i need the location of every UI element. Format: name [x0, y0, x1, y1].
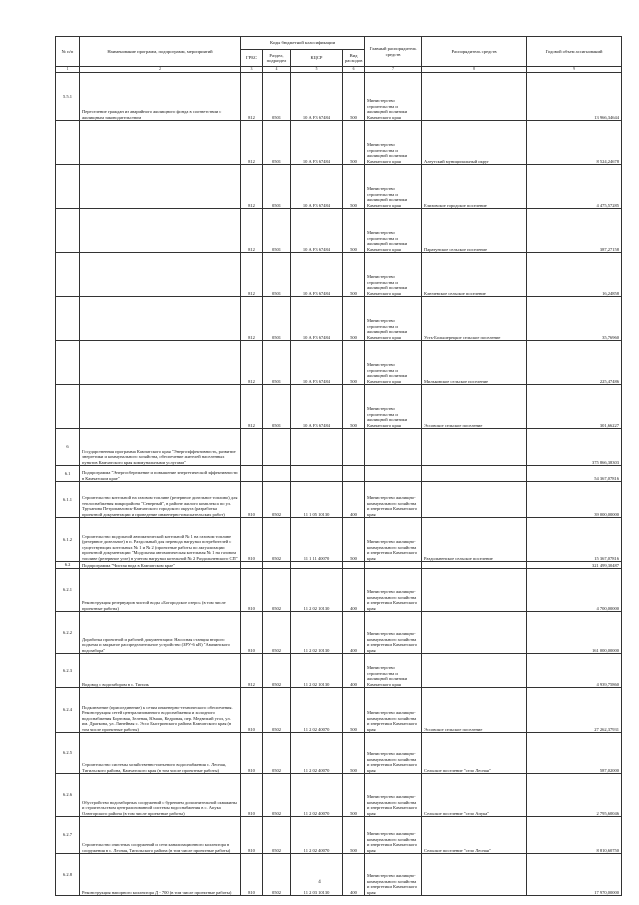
distributor: Сельское поселение "село Апука" [422, 774, 527, 817]
header-index: 3 [241, 67, 263, 73]
header-index: 2 [80, 67, 241, 73]
grbs-code: 812 [241, 341, 263, 385]
grbs-code: 810 [241, 569, 263, 612]
table-row [56, 733, 622, 774]
annual-volume: 587,02000 [527, 733, 622, 774]
vr-code: 500 [343, 518, 365, 562]
distributor: Елизовское городское поселение [422, 165, 527, 209]
razdel-code: 0502 [263, 612, 291, 654]
distributor: Усть-Большерецкое сельское поселение [422, 297, 527, 341]
distributor [422, 654, 527, 688]
measure-name: Государственная программа Камчатского края "Энергоэффективность, развитие энергетики и коммунального хозяйства, обеспечение жителей населенных пунктов Камчатского края коммунальными услугами" [80, 429, 241, 466]
header-vr: Вид расходов [343, 50, 365, 67]
ksr-code: 10 А F3 67484 [291, 209, 343, 253]
ksr-code: 10 А F3 67484 [291, 297, 343, 341]
vr-code: 500 [343, 385, 365, 429]
row-number [56, 165, 80, 209]
annual-volume: 4 475,57285 [527, 165, 622, 209]
main-distributor: Министерство жилищно-коммунального хозяйства и энергетики Камчатского края [365, 688, 422, 733]
header-codes: Коды бюджетной классификации [241, 37, 365, 50]
table-row [56, 654, 622, 688]
vr-code: 400 [343, 854, 365, 896]
measure-name [80, 385, 241, 429]
row-number: 6.2.2 [56, 612, 80, 654]
ksr-code [291, 429, 343, 466]
row-number: 6.1.1 [56, 482, 80, 518]
header-ksr: КЦСР [291, 50, 343, 67]
header-razdel: Раздел, подраздел [263, 50, 291, 67]
grbs-code [241, 429, 263, 466]
razdel-code: 0501 [263, 165, 291, 209]
header-volume: Годовой объем ассигнований [527, 37, 622, 67]
grbs-code: 812 [241, 73, 263, 121]
ksr-code: 10 А F3 67484 [291, 385, 343, 429]
grbs-code: 810 [241, 733, 263, 774]
grbs-code: 810 [241, 612, 263, 654]
razdel-code: 0502 [263, 688, 291, 733]
razdel-code: 0501 [263, 209, 291, 253]
row-number [56, 297, 80, 341]
razdel-code: 0502 [263, 569, 291, 612]
main-distributor: Министерство жилищно-коммунального хозяйства и энергетики Камчатского края [365, 854, 422, 896]
grbs-code: 812 [241, 209, 263, 253]
vr-code [343, 429, 365, 466]
distributor: Сельское поселение "село Лесная" [422, 817, 527, 854]
main-distributor: Министерство жилищно-коммунального хозяйства и энергетики Камчатского края [365, 733, 422, 774]
vr-code: 500 [343, 121, 365, 165]
main-distributor: Министерство жилищно-коммунального хозяйства и энергетики Камчатского края [365, 774, 422, 817]
distributor: Ключевское сельское поселение [422, 253, 527, 297]
main-distributor: Министерство строительства и жилищной политики Камчатского края [365, 253, 422, 297]
header-grs: Главный распорядитель средств [365, 37, 422, 67]
main-distributor [365, 429, 422, 466]
header-num: № п/п [56, 37, 80, 67]
distributor: Раздольненское сельское поселение [422, 518, 527, 562]
distributor: Эссовское сельское поселение [422, 688, 527, 733]
header-index: 9 [527, 67, 622, 73]
razdel-code: 0501 [263, 341, 291, 385]
distributor [422, 429, 527, 466]
razdel-code: 0502 [263, 482, 291, 518]
measure-name [80, 253, 241, 297]
annual-volume: 35,76960 [527, 297, 622, 341]
main-distributor: Министерство жилищно-коммунального хозяйства и энергетики Камчатского края [365, 612, 422, 654]
distributor: Алеутский муниципальный округ [422, 121, 527, 165]
row-number: 6.2.1 [56, 569, 80, 612]
table-row [56, 612, 622, 654]
row-number: 6.2 [56, 562, 80, 569]
grbs-code: 810 [241, 817, 263, 854]
annual-volume: 4 939,75860 [527, 654, 622, 688]
row-number [56, 253, 80, 297]
table-row [56, 429, 622, 466]
table-row [56, 253, 622, 297]
distributor [422, 569, 527, 612]
ksr-code: 11 2 03 10130 [291, 854, 343, 896]
measure-name: Реконструкция напорного коллектора Д - 700 (в том числе проектные работы) [80, 854, 241, 896]
main-distributor: Министерство жилищно-коммунального хозяйства и энергетики Камчатского края [365, 569, 422, 612]
table-row [56, 121, 622, 165]
measure-name [80, 341, 241, 385]
row-number: 6.2.5 [56, 733, 80, 774]
annual-volume: 17 970,00000 [527, 854, 622, 896]
distributor: Сельское поселение "село Лесная" [422, 733, 527, 774]
grbs-code: 812 [241, 121, 263, 165]
grbs-code: 810 [241, 774, 263, 817]
measure-name: Переселение граждан из аварийного жилищного фонда в соответствии с жилищным законодательством [80, 73, 241, 121]
table-row [56, 466, 622, 482]
vr-code: 400 [343, 569, 365, 612]
distributor [422, 562, 527, 569]
table-row [56, 385, 622, 429]
annual-volume: 301,66227 [527, 385, 622, 429]
ksr-code: 10 А F3 67484 [291, 165, 343, 209]
row-number [56, 209, 80, 253]
grbs-code: 812 [241, 165, 263, 209]
razdel-code: 0502 [263, 854, 291, 896]
measure-name [80, 121, 241, 165]
razdel-code [263, 562, 291, 569]
measure-name [80, 297, 241, 341]
row-number: 6.2.3 [56, 654, 80, 688]
main-distributor: Министерство строительства и жилищной политики Камчатского края [365, 209, 422, 253]
main-distributor: Министерство строительства и жилищной политики Камчатского края [365, 121, 422, 165]
ksr-code: 11 2 02 40070 [291, 774, 343, 817]
table-row [56, 165, 622, 209]
ksr-code: 11 1 11 40070 [291, 518, 343, 562]
vr-code: 500 [343, 774, 365, 817]
main-distributor: Министерство строительства и жилищной политики Камчатского края [365, 654, 422, 688]
header-index: 6 [343, 67, 365, 73]
razdel-code [263, 466, 291, 482]
header-grbs: ГРБС [241, 50, 263, 67]
row-number [56, 385, 80, 429]
main-distributor: Министерство строительства и жилищной политики Камчатского края [365, 297, 422, 341]
annual-volume: 387,27158 [527, 209, 622, 253]
razdel-code: 0501 [263, 385, 291, 429]
table-row [56, 817, 622, 854]
row-number: 6.1.2 [56, 518, 80, 562]
annual-volume: 161 000,00000 [527, 612, 622, 654]
row-number: 6.1 [56, 466, 80, 482]
table-row [56, 297, 622, 341]
header-index: 8 [422, 67, 527, 73]
main-distributor: Министерство жилищно-коммунального хозяйства и энергетики Камчатского края [365, 518, 422, 562]
measure-name [80, 209, 241, 253]
main-distributor: Министерство строительства и жилищной политики Камчатского края [365, 73, 422, 121]
vr-code: 400 [343, 482, 365, 518]
measure-name: Строительство модульной автоматической котельной № 1 на газовом топливе (резервное дизельное) в п. Раздольный для перевода нагрузки потребителей с существующих котельных № 1 и № 2 (проектные работы по актуализации проектной документации "Модульная автоматическая котельная № 1 на газовом топливе (резервное угле) в учетом нагрузки котельной № 2 Раздольненского СП" [80, 518, 241, 562]
annual-volume: 321 499,30487 [527, 562, 622, 569]
annual-volume: 13 966,34644 [527, 73, 622, 121]
annual-volume: 54 367,07816 [527, 466, 622, 482]
table-row [56, 73, 622, 121]
annual-volume: 225,47486 [527, 341, 622, 385]
header-rs: Распорядитель средств [422, 37, 527, 67]
main-distributor: Министерство строительства и жилищной политики Камчатского края [365, 165, 422, 209]
page-number: 4 [318, 880, 321, 885]
vr-code: 500 [343, 817, 365, 854]
main-distributor: Министерство строительства и жилищной политики Камчатского края [365, 341, 422, 385]
distributor: Эссовское сельское поселение [422, 385, 527, 429]
vr-code: 500 [343, 209, 365, 253]
main-distributor [365, 466, 422, 482]
row-number: 6.2.4 [56, 688, 80, 733]
ksr-code: 11 2 02 10130 [291, 569, 343, 612]
vr-code: 500 [343, 165, 365, 209]
measure-name: Реконструкция резервуаров чистой воды «Богородское озеро» (в том числе проектные работы) [80, 569, 241, 612]
row-number [56, 121, 80, 165]
vr-code: 500 [343, 297, 365, 341]
razdel-code: 0502 [263, 654, 291, 688]
vr-code: 500 [343, 733, 365, 774]
ksr-code [291, 562, 343, 569]
measure-name: Водовод с водозабором в с. Тигиль [80, 654, 241, 688]
annual-volume: 2 795,60046 [527, 774, 622, 817]
table-row [56, 562, 622, 569]
measure-name: Строительство системы хозяйственно-питьевого водоснабжения с. Лесная, Тигильского района, Камчатского края (в том числе проектные работы) [80, 733, 241, 774]
ksr-code [291, 466, 343, 482]
main-distributor: Министерство жилищно-коммунального хозяйства и энергетики Камчатского края [365, 817, 422, 854]
table-row [56, 569, 622, 612]
ksr-code: 11 2 02 40070 [291, 688, 343, 733]
row-number: 6.2.6 [56, 774, 80, 817]
row-number: 5.5.1 [56, 73, 80, 121]
ksr-code: 11 2 02 10130 [291, 612, 343, 654]
distributor [422, 482, 527, 518]
measure-name: Подключение (присоединение) к сетям инженерно-технического обеспечения. Реконструкция сетей централизованного водоснабжения и холодного водоснабжения Бортовая, Зеленая, Юмаш, Кедровая, пер. Медвежий угол, ул. им. Драгкова, ул. Линейная с. Эссо Быстринского района Камчатского края (в том числе проектные работы) [80, 688, 241, 733]
distributor [422, 612, 527, 654]
header-index: 4 [263, 67, 291, 73]
grbs-code: 812 [241, 297, 263, 341]
grbs-code [241, 562, 263, 569]
annual-volume: 16,24858 [527, 253, 622, 297]
table-row [56, 688, 622, 733]
grbs-code: 810 [241, 518, 263, 562]
header-index: 1 [56, 67, 80, 73]
measure-name [80, 165, 241, 209]
grbs-code: 810 [241, 854, 263, 896]
razdel-code: 0502 [263, 733, 291, 774]
razdel-code: 0502 [263, 774, 291, 817]
main-distributor [365, 562, 422, 569]
ksr-code: 10 А F3 67484 [291, 121, 343, 165]
annual-volume: 8 810,60750 [527, 817, 622, 854]
budget-table-sheet [55, 36, 621, 896]
measure-name: Строительство котельной на газовом топливе (резервное дизельное топливо) для теплоснабжения микрорайона "Северный", в районе жилого комплекса по ул. Труханова Петропавловск-Камчатского городского округа (разработка проектной документации и проведение инженерно-изыскательских работ) [80, 482, 241, 518]
vr-code [343, 562, 365, 569]
annual-volume: 39 000,00000 [527, 482, 622, 518]
grbs-code: 812 [241, 385, 263, 429]
row-number: 6.2.8 [56, 854, 80, 896]
ksr-code: 10 А F3 67484 [291, 341, 343, 385]
budget-allocation-table [55, 36, 622, 896]
grbs-code: 810 [241, 688, 263, 733]
distributor [422, 854, 527, 896]
measure-name: Строительство очистных сооружений и сети канализационного коллектора в сооружения в с. Лесная, Тигильского района (в том числе проектные работы) [80, 817, 241, 854]
table-row [56, 209, 622, 253]
razdel-code: 0502 [263, 518, 291, 562]
vr-code: 500 [343, 688, 365, 733]
razdel-code: 0501 [263, 121, 291, 165]
header-index: 7 [365, 67, 422, 73]
annual-volume: 27 262,37931 [527, 688, 622, 733]
ksr-code: 10 А F3 67484 [291, 253, 343, 297]
annual-volume: 375 866,38303 [527, 429, 622, 466]
row-number: 6.2.7 [56, 817, 80, 854]
ksr-code: 11 1 05 10130 [291, 482, 343, 518]
grbs-code: 810 [241, 482, 263, 518]
table-row [56, 518, 622, 562]
razdel-code: 0501 [263, 73, 291, 121]
table-row [56, 854, 622, 896]
ksr-code: 11 2 02 40070 [291, 817, 343, 854]
grbs-code: 812 [241, 253, 263, 297]
vr-code [343, 466, 365, 482]
row-number [56, 341, 80, 385]
distributor [422, 73, 527, 121]
table-row [56, 774, 622, 817]
main-distributor: Министерство жилищно-коммунального хозяйства и энергетики Камчатского края [365, 482, 422, 518]
ksr-code: 10 А F3 67484 [291, 73, 343, 121]
vr-code: 400 [343, 612, 365, 654]
ksr-code: 11 2 02 40070 [291, 733, 343, 774]
table-row [56, 341, 622, 385]
main-distributor: Министерство строительства и жилищной политики Камчатского края [365, 385, 422, 429]
measure-name: Обустройство водозаборных сооружений с бурением дополнительной скважины и строительством централизованной системы водоснабжения в с. Апука Олюторского района (в том числе проектные работы) [80, 774, 241, 817]
distributor: Мильковское сельское поселение [422, 341, 527, 385]
table-body [56, 73, 622, 896]
grbs-code [241, 466, 263, 482]
razdel-code: 0501 [263, 253, 291, 297]
vr-code: 500 [343, 341, 365, 385]
annual-volume: 15 367,07816 [527, 518, 622, 562]
ksr-code: 11 2 02 10130 [291, 654, 343, 688]
table-row [56, 482, 622, 518]
razdel-code: 0502 [263, 817, 291, 854]
grbs-code: 812 [241, 654, 263, 688]
measure-name: Доработка проектной и рабочей документации: Насосная станция второго подъема и закрытое распределительное устройство (ЗРУ-6 кВ) "Авачинского водозабора" [80, 612, 241, 654]
distributor: Паратунское сельское поселение [422, 209, 527, 253]
measure-name: Подпрограмма "Чистая вода в Камчатском крае" [80, 562, 241, 569]
distributor [422, 466, 527, 482]
vr-code: 400 [343, 654, 365, 688]
razdel-code: 0501 [263, 297, 291, 341]
vr-code: 500 [343, 73, 365, 121]
row-number: 6 [56, 429, 80, 466]
annual-volume: 8 524,24678 [527, 121, 622, 165]
razdel-code [263, 429, 291, 466]
measure-name: Подпрограмма "Энергосбережение и повышение энергетической эффективности в Камчатском крае" [80, 466, 241, 482]
vr-code: 500 [343, 253, 365, 297]
header-name: Наименование программ, подпрограмм, мероприятий [80, 37, 241, 67]
annual-volume: 4 700,00000 [527, 569, 622, 612]
header-index: 5 [291, 67, 343, 73]
